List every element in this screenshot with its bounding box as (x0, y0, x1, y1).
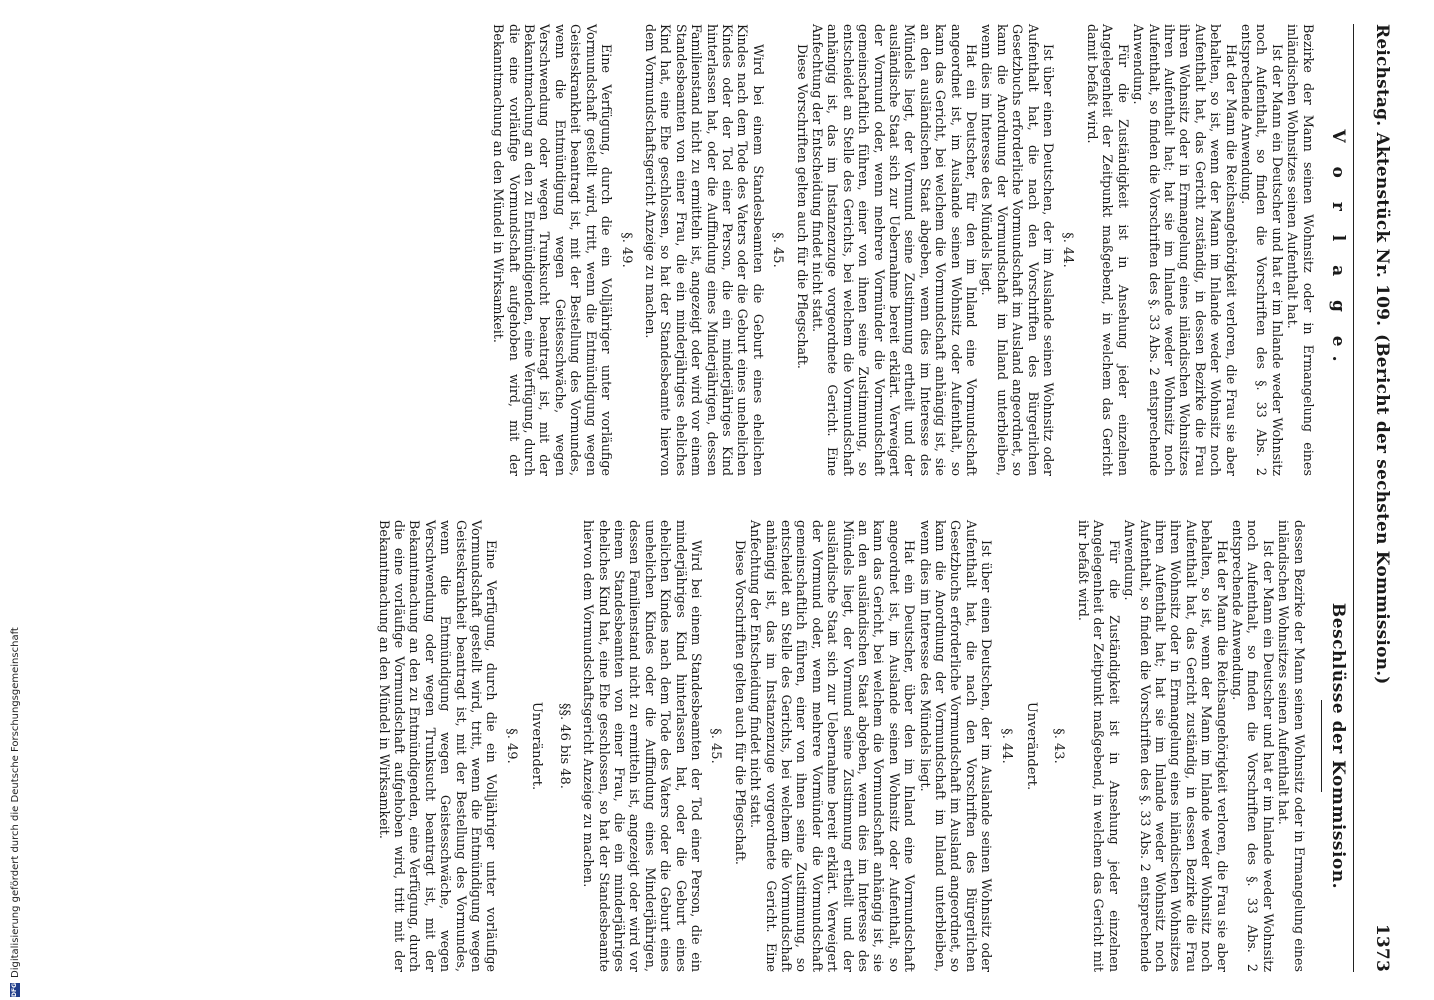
header-report-title: (Bericht der sechsten Kommission.) (1372, 334, 1392, 685)
two-column-body (57, 24, 1347, 972)
section-heading: §§. 46 bis 48. (556, 703, 572, 789)
section (376, 520, 519, 972)
intro-paragraph: dessen Bezirke der Mann seinen Wohnsitz oder in Ermangelung eines inländischen Wohnsitzes seinen Aufenthalt hat. (1276, 520, 1307, 972)
intro-paragraph: Bezirke der Mann seinen Wohnsitz oder in Ermangelung eines inländischen Wohnsitzes seinen Aufenthalt hat. (1285, 24, 1316, 476)
section-heading: §. 43. (1051, 728, 1067, 764)
section-paragraph: Wird bei einem Standesbeamten der Tod einer Person, die ein minderjähriges Kind hinterlassen hat, oder die Geburt eines ehelichen Kindes nach dem Tode des Vaters oder die Geburt eines unehelichen Kindes oder die Auffindung eines Minderjährigen, dessen Familienstand nicht zu ermitteln ist, angezeigt oder wird vor einem Standesbeamten von einer Frau, die ein minderjähriges eheliches Kind hat, eine Ehe geschlossen, so hat der Standesbeamte hiervon dem Vormundschaftsgericht Anzeige zu machen. (581, 520, 704, 972)
header-document-reference: Reichstag. Aktenstück Nr. 109. (1372, 24, 1392, 327)
section (732, 520, 1013, 972)
right-column-beschluesse (57, 520, 1347, 972)
left-column-body (491, 24, 1316, 476)
section-heading: §. 49. (503, 728, 519, 764)
section-paragraph: Hat ein Deutscher, über den im Inland eine Vormundschaft angeordnet ist, im Auslande seinen Wohnsitz oder Aufenthalt, so kann das Gericht, bei welchem die Vormundschaft anhängig ist, sie an den ausländischen Staat abgeben, wenn dies im Interesse des Mündels liegt, der Vormund seine Zustimmung ertheilt und der ausländische Staat sich zur Uebernahme bereit erklärt. Verweigert der Vormund oder, wenn mehrere Vormünder die Vormundschaft gemeinschaftlich führen, einer von ihnen seine Zustimmung, so entscheidet an Stelle des Gerichts, bei welchem die Vormundschaft anhängig ist, das im Instanzenzuge vorgeordnete Gericht. Eine Anfechtung der Entscheidung findet nicht statt. (748, 520, 918, 972)
section (581, 520, 724, 972)
section (1024, 520, 1067, 972)
right-title-rule (1321, 700, 1322, 792)
digitization-credit (10, 7, 24, 997)
section-paragraph: Diese Vorschriften gelten auch für die Pflegschaft. (794, 44, 810, 369)
left-column-title: V o r l a g e. (1328, 129, 1348, 371)
section-paragraph: Eine Verfügung, durch die ein Volljähriger unter vorläufige Vormundschaft gestellt wird, tritt, wenn die Entmündigung wegen Geisteskrankheit beantragt ist, mit der Bestellung des Vormundes, wenn die Entmündigung wegen Geistesschwäche, wegen Verschwendung oder wegen Trunksucht beantragt ist, mit der Bekanntmachung an den zu Entmündigenden, eine Verfügung, durch die eine vorläufige Vormundschaft aufgehoben wird, tritt mit der Bekanntmachung an den Mündel in Wirksamkeit. (376, 520, 500, 972)
left-column-vorlage (57, 24, 1347, 476)
section-heading: §. 44. (998, 728, 1014, 764)
digitization-credit-text: Digitalisierung gefördert durch die Deutsche Forschungsgemeinschaft (10, 627, 21, 978)
section-paragraph: Hat ein Deutscher, für den im Inland eine Vormundschaft angeordnet ist, im Auslande seinen Wohnsitz oder Aufenthalt, so kann das Gericht, bei welchem die Vormundschaft anhängig ist, sie an den ausländischen Staat abgeben, wenn dies im Interesse des Mündels liegt, der Vormund seine Zustimmung ertheilt und der ausländische Staat sich zur Uebernahme bereit erklärt. Verweigert der Vormund oder, wenn mehrere Vormünder die Vormundschaft gemeinschaftlich führen, einer von ihnen seine Zustimmung, so entscheidet an Stelle des Gerichts, bei welchem die Vormundschaft anhängig ist, das im Instanzenzuge vorgeordnete Gericht. Eine Anfechtung der Entscheidung findet nicht statt. (810, 24, 980, 476)
section (529, 520, 572, 972)
section-paragraph: Wird bei einem Standesbeamten die Geburt eines ehelichen Kindes nach dem Tode des Vaters oder die Geburt eines unehelichen Kindes oder der Tod einer Person, die ein minderjähriges Kind hinterlassen hat, oder die Auffindung eines Minderjährigen, dessen Familienstand nicht zu ermitteln ist, angezeigt oder wird vor einem Standesbeamten von einer Frau, die ein minderjähriges eheliches Kind hat, eine Ehe geschlossen, so hat der Standesbeamte hiervon dem Vormundschaftsgericht Anzeige zu machen. (642, 24, 766, 476)
section-paragraph: Eine Verfügung, durch die ein Volljähriger unter vorläufige Vormundschaft gestellt wird, tritt, wenn die Entmündigung wegen Geisteskrankheit beantragt ist, mit der Bestellung des Vormundes, wenn die Entmündigung wegen Geistesschwäche, wegen Verschwendung oder wegen Trunksucht beantragt ist, mit der Bekanntmachung an den zu Entmündigenden, eine Verfügung, durch die eine vorläufige Vormundschaft aufgehoben wird, mit der Bekanntmachung an den Mündel in Wirksamkeit. (491, 24, 615, 476)
section-heading: §. 49. (618, 232, 634, 268)
section (491, 24, 634, 476)
section-heading: §. 45. (708, 728, 724, 764)
scanned-page (18, 0, 1410, 1000)
section (643, 24, 786, 476)
section (794, 24, 1075, 476)
intro-paragraph: Hat der Mann die Reichsangehörigkeit verloren, die Frau sie aber behalten, so ist, wenn der Mann im Inlande weder Wohnsitz noch Aufenthalt hat, das Gericht zuständig, in dessen Bezirke die Frau ihren Wohnsitz oder in Ermangelung eines inländischen Wohnsitzes ihren Aufenthalt hat; hat sie im Inlande weder Wohnsitz noch Aufenthalt, so finden die Vorschriften des §. 33 Abs. 2 entsprechende Anwendung. (1122, 520, 1230, 972)
section-paragraph: Ist über einen Deutschen, der im Auslande seinen Wohnsitz oder Aufenthalt hat, die nach den Vorschriften des Bürgerlichen Gesetzbuchs erforderliche Vormundschaft im Ausland angeordnet, so kann die Anordnung der Vormundschaft im Inland unterbleiben, wenn dies im Interesse des Mündels liegt. (917, 520, 995, 972)
section-heading: §. 44. (1060, 232, 1076, 268)
section-heading: §. 45. (770, 232, 786, 268)
right-column-body (376, 520, 1306, 972)
intro-paragraph: Ist der Mann ein Deutscher und hat er im Inlande weder Wohnsitz noch Aufenthalt, so finden die Vorschriften des §. 33 Abs. 2 entsprechende Anwendung. (1229, 520, 1276, 972)
page-header (1354, 24, 1398, 972)
unchanged-note: Unverändert. (529, 701, 545, 791)
intro-paragraph: Ist der Mann ein Deutscher und hat er im Inlande weder Wohnsitz noch Aufenthalt, so finden die Vorschriften des §. 33 Abs. 2 entsprechende Anwendung. (1238, 24, 1285, 476)
header-page-number: 1373 (1372, 923, 1392, 972)
right-column-title: Beschlüsse der Kommission. (1328, 602, 1348, 890)
section-paragraph: Diese Vorschriften gelten auch für die Pflegschaft. (732, 540, 748, 865)
intro-paragraph: Für die Zuständigkeit ist in Ansehung jeder einzelnen Angelegenheit der Zeitpunkt maßgebend, in welchem das Gericht damit befaßt wird. (1084, 24, 1131, 476)
unchanged-note: Unverändert. (1024, 701, 1040, 791)
section-paragraph: Ist über einen Deutschen, der im Auslande seinen Wohnsitz oder Aufenthalt hat, die nach den Vorschriften des Bürgerlichen Gesetzbuchs erforderliche Vormundschaft im Ausland angeordnet, so kann die Anordnung der Vormundschaft im Inland unterbleiben, wenn dies im Interesse des Mündels liegt. (979, 24, 1057, 476)
intro-paragraph: Für die Zuständigkeit ist in Ansehung jeder einzelnen Angelegenheit der Zeitpunkt maßgebend, in welchem das Gericht mit ihr befaßt wird. (1075, 520, 1122, 972)
intro-paragraph: Hat der Mann die Reichsangehörigkeit verloren, die Frau sie aber behalten, so ist, wenn der Mann im Inlande weder Wohnsitz noch Aufenthalt hat, das Gericht zuständig, in dessen Bezirke die Frau ihren Wohnsitz oder in Ermangelung eines inländischen Wohnsitzes ihren Aufenthalt hat; hat sie im Inlande weder Wohnsitz noch Aufenthalt, so finden die Vorschriften des §. 33 Abs. 2 entsprechende Anwendung. (1131, 24, 1239, 476)
dfg-logo-icon: DFG (11, 982, 18, 997)
